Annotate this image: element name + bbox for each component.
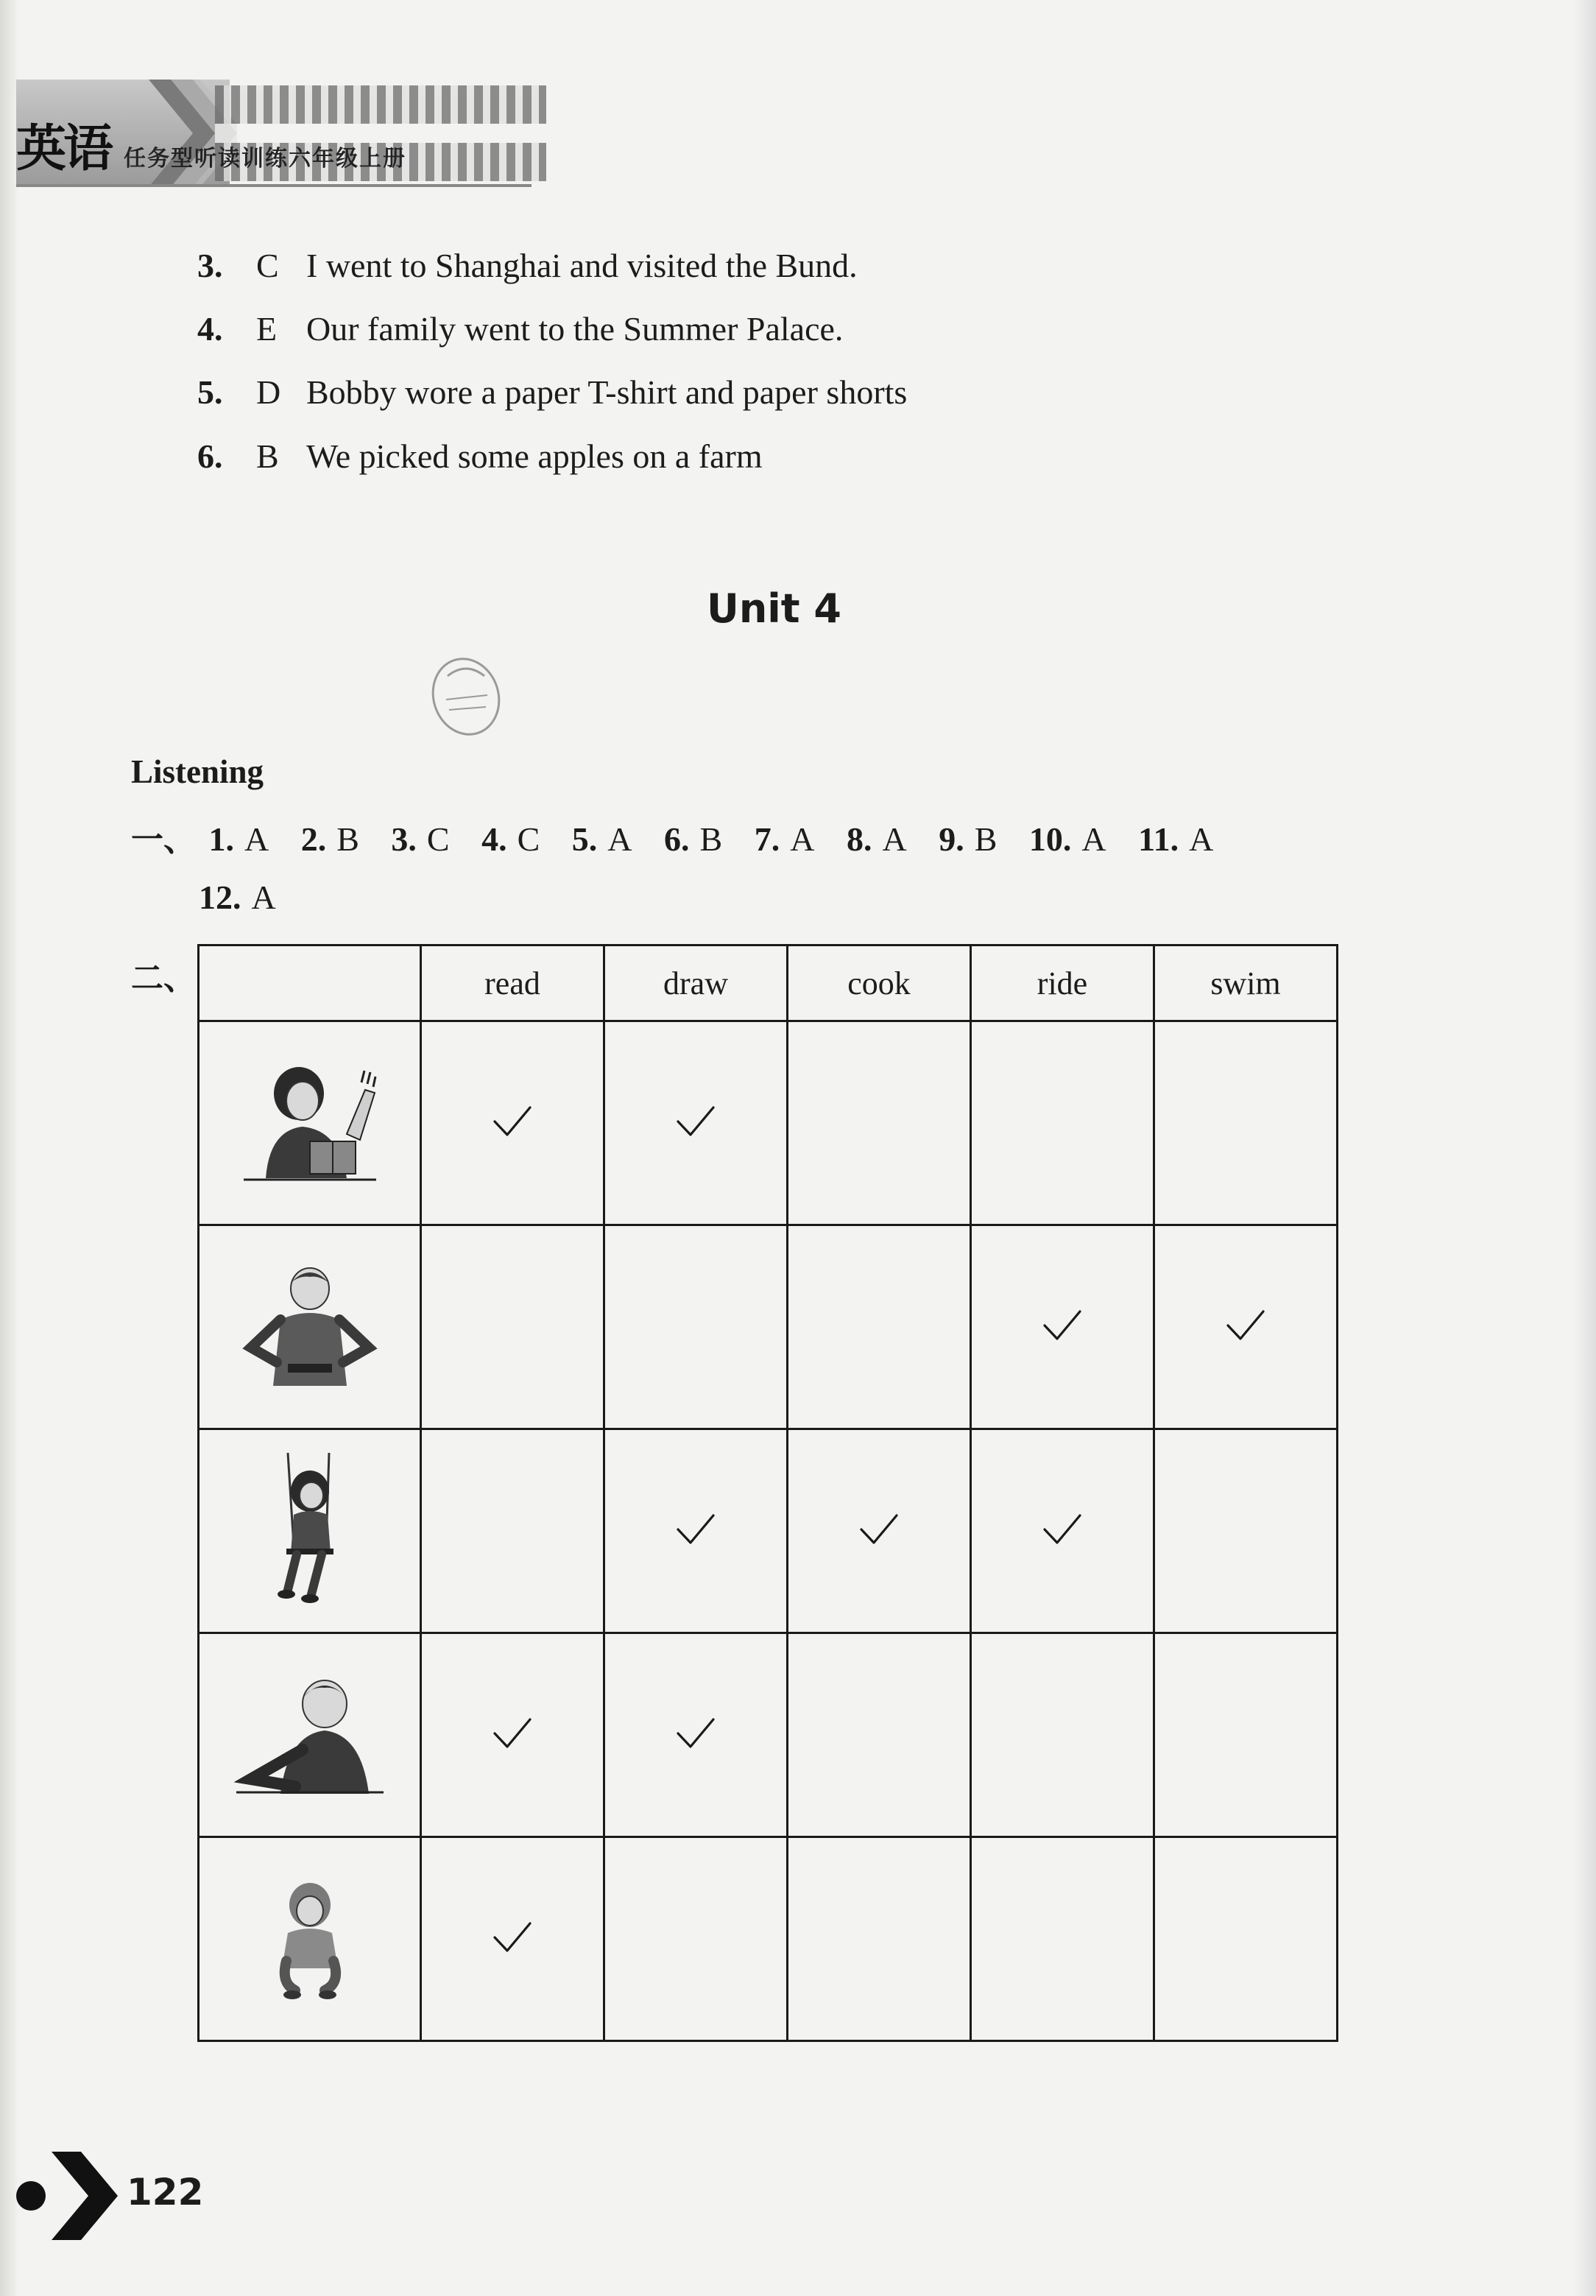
item-answer: B — [699, 820, 723, 858]
footer-dot — [16, 2181, 46, 2211]
check-cell — [971, 1021, 1154, 1225]
column-header: read — [421, 945, 604, 1021]
check-cell — [604, 1225, 788, 1429]
answer-item — [1138, 820, 1213, 859]
person-cell — [199, 1225, 421, 1429]
table-row — [199, 1021, 1338, 1225]
check-mark-icon — [1226, 1309, 1265, 1342]
answer-number: 6. — [197, 437, 223, 475]
answer-line — [197, 309, 843, 348]
answer-item — [391, 820, 449, 859]
part1-answers — [131, 813, 1237, 860]
person-cell — [199, 1633, 421, 1837]
person-cell — [199, 1429, 421, 1633]
check-cell — [604, 1429, 788, 1633]
check-cell — [788, 1633, 971, 1837]
answer-number: 3. — [197, 247, 223, 284]
answer-item — [755, 820, 815, 859]
check-cell — [604, 1021, 788, 1225]
check-cell — [421, 1633, 604, 1837]
answer-item — [572, 820, 632, 859]
answer-number: 5. — [197, 373, 223, 411]
table-corner-cell — [199, 945, 421, 1021]
check-mark-icon — [676, 1105, 716, 1138]
answer-letter: B — [256, 437, 279, 475]
boy-hands-on-hips-illustration — [236, 1261, 384, 1393]
item-answer: A — [1081, 820, 1106, 858]
item-answer: C — [426, 820, 450, 858]
check-cell — [421, 1021, 604, 1225]
check-cell — [421, 1225, 604, 1429]
person-cell — [199, 1837, 421, 2041]
activity-table — [197, 944, 1338, 2042]
check-cell — [1154, 1837, 1338, 2041]
page-arrow-icon — [52, 2152, 118, 2240]
item-number: 2. — [300, 820, 327, 858]
check-mark-icon — [859, 1513, 899, 1546]
header-rule — [16, 184, 532, 187]
answer-letter: E — [256, 310, 278, 348]
item-number: 12. — [199, 878, 241, 916]
scan-shadow-right — [1574, 0, 1596, 2296]
check-cell — [604, 1633, 788, 1837]
table-row — [199, 1225, 1338, 1429]
check-cell — [1154, 1429, 1338, 1633]
part2-marker: 二、 — [131, 959, 196, 997]
item-answer: A — [251, 878, 276, 916]
item-answer: A — [607, 820, 632, 858]
item-number: 10. — [1028, 820, 1072, 858]
item-answer: A — [244, 820, 269, 858]
table-row — [199, 1837, 1338, 2041]
item-answer: A — [1189, 820, 1214, 858]
page-number: 122 — [127, 2171, 204, 2214]
check-cell — [1154, 1225, 1338, 1429]
check-cell — [788, 1837, 971, 2041]
column-header: cook — [788, 945, 971, 1021]
check-mark-icon — [1042, 1513, 1082, 1546]
check-cell — [788, 1225, 971, 1429]
part1-answers-wrap — [199, 878, 276, 917]
check-cell — [421, 1837, 604, 2041]
check-mark-icon — [1042, 1309, 1082, 1342]
check-cell — [1154, 1633, 1338, 1837]
answer-letter: C — [256, 247, 279, 284]
answer-text: Our family went to the Summer Palace. — [306, 310, 844, 348]
check-cell — [971, 1633, 1154, 1837]
check-cell — [971, 1225, 1154, 1429]
item-number: 9. — [939, 820, 964, 858]
answer-text: Bobby wore a paper T-shirt and paper shorts — [306, 373, 908, 411]
item-number: 3. — [391, 820, 417, 858]
item-answer: C — [517, 820, 540, 858]
section-label: Listening — [131, 753, 264, 790]
check-mark-icon — [676, 1717, 716, 1750]
column-header: draw — [604, 945, 788, 1021]
answer-text: I went to Shanghai and visited the Bund. — [306, 247, 858, 284]
check-cell — [1154, 1021, 1338, 1225]
girl-sitting-illustration — [251, 1873, 369, 2005]
check-mark-icon — [492, 1717, 532, 1750]
boy-leaning-illustration — [229, 1669, 391, 1801]
check-cell — [604, 1837, 788, 2041]
part1-marker: 一、 — [131, 821, 196, 859]
homework-stamp-icon — [426, 654, 506, 742]
answer-item — [664, 820, 722, 859]
item-answer: A — [882, 820, 907, 858]
column-header: ride — [971, 945, 1154, 1021]
item-number: 6. — [664, 820, 690, 858]
answer-item — [481, 820, 540, 859]
check-cell — [788, 1429, 971, 1633]
item-answer: B — [974, 820, 998, 858]
answer-line — [197, 373, 907, 412]
column-header: swim — [1154, 945, 1338, 1021]
unit-title: Unit 4 — [707, 585, 841, 632]
answer-item — [939, 820, 997, 859]
table-row — [199, 1633, 1338, 1837]
item-answer: B — [336, 820, 359, 858]
check-mark-icon — [676, 1513, 716, 1546]
answer-letter: D — [256, 373, 281, 411]
check-cell — [788, 1021, 971, 1225]
answer-item — [1029, 820, 1106, 859]
answer-text: We picked some apples on a farm — [306, 437, 763, 475]
person-cell — [199, 1021, 421, 1225]
check-mark-icon — [492, 1921, 532, 1954]
item-answer: A — [790, 820, 815, 858]
woman-reading-illustration — [236, 1060, 384, 1186]
subject-title: 英语 — [16, 120, 111, 178]
check-cell — [971, 1837, 1154, 2041]
item-number: 1. — [208, 820, 234, 858]
answer-item — [301, 820, 359, 859]
answer-item — [209, 820, 269, 859]
girl-on-swing-illustration — [258, 1450, 361, 1612]
answer-line — [197, 246, 858, 285]
item-number: 5. — [571, 820, 598, 858]
item-number: 7. — [754, 820, 780, 858]
check-cell — [421, 1429, 604, 1633]
check-mark-icon — [492, 1105, 532, 1138]
book-title: 任务型听读训练六年级上册 — [124, 146, 406, 172]
item-number: 4. — [481, 820, 507, 858]
scan-shadow-left — [0, 0, 19, 2296]
table-row — [199, 1429, 1338, 1633]
answer-item — [847, 820, 907, 859]
item-number: 8. — [846, 820, 872, 858]
check-cell — [971, 1429, 1154, 1633]
table-header-row — [199, 945, 1338, 1021]
answer-number: 4. — [197, 310, 223, 348]
header-banner — [16, 80, 532, 190]
item-number: 11. — [1138, 820, 1179, 858]
answer-line — [197, 437, 763, 476]
